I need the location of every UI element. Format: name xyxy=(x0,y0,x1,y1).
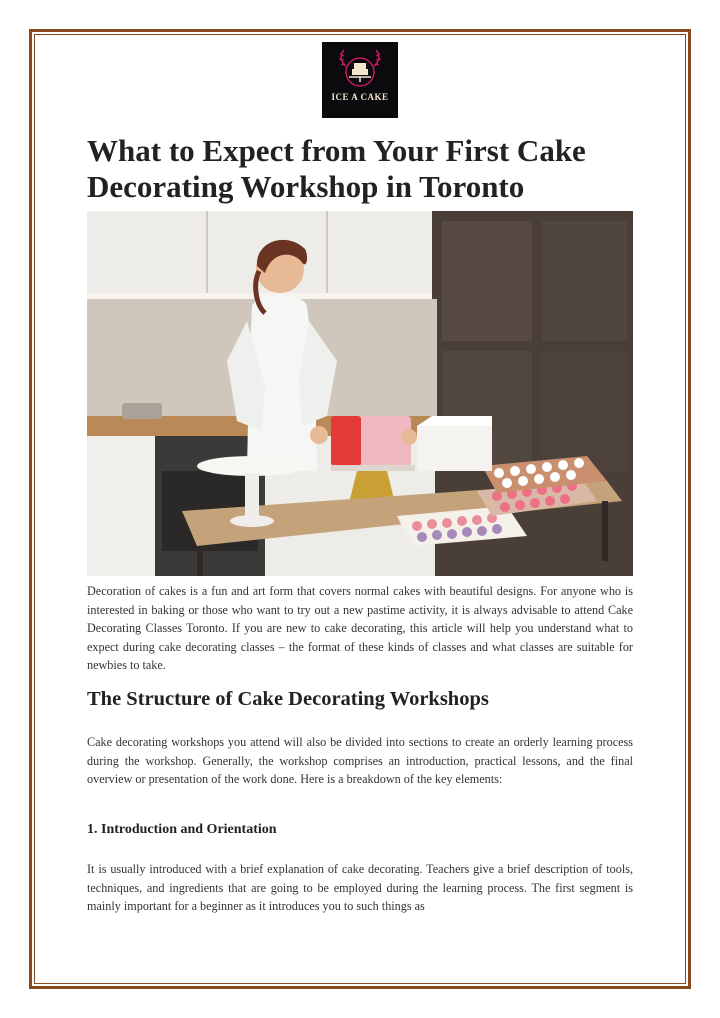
chef-decorating-cake-photo xyxy=(87,211,633,576)
cake-stand-icon xyxy=(322,42,398,118)
page-title: What to Expect from Your First Cake Decorating Workshop in Toronto xyxy=(87,133,586,204)
subheading: 1. Introduction and Orientation xyxy=(87,822,277,837)
logo-text: ICE A CAKE xyxy=(331,92,389,102)
section-heading: The Structure of Cake Decorating Workshops xyxy=(87,688,489,710)
brand-logo xyxy=(322,42,398,118)
sub-paragraph: It is usually introduced with a brief explanation of cake decorating. Teachers give a brief description of tools, techniques, and ingredients that are going to be employed during the learning process. The first segment is mainly important for a beginner as it introduces you to such things as xyxy=(87,862,633,914)
intro-paragraph: Decoration of cakes is a fun and art form that covers normal cakes with beautiful designs. For anyone who is interested in baking or those who want to try out a new pastime activity, it is always advisable to attend Cake Decorating Classes Toronto. If you are new to cake decorating, this article will help you understand what to expect during cake decorating classes – the format of these kinds of classes and what classes are suitable for newbies to take. xyxy=(87,584,633,673)
section-paragraph: Cake decorating workshops you attend will also be divided into sections to create an orderly learning process during the workshop. Generally, the workshop comprises an introduction, practical lessons, and the final overview or presentation of the work done. Here is a breakdown of the key elements: xyxy=(87,735,633,787)
hero-image xyxy=(87,211,633,576)
